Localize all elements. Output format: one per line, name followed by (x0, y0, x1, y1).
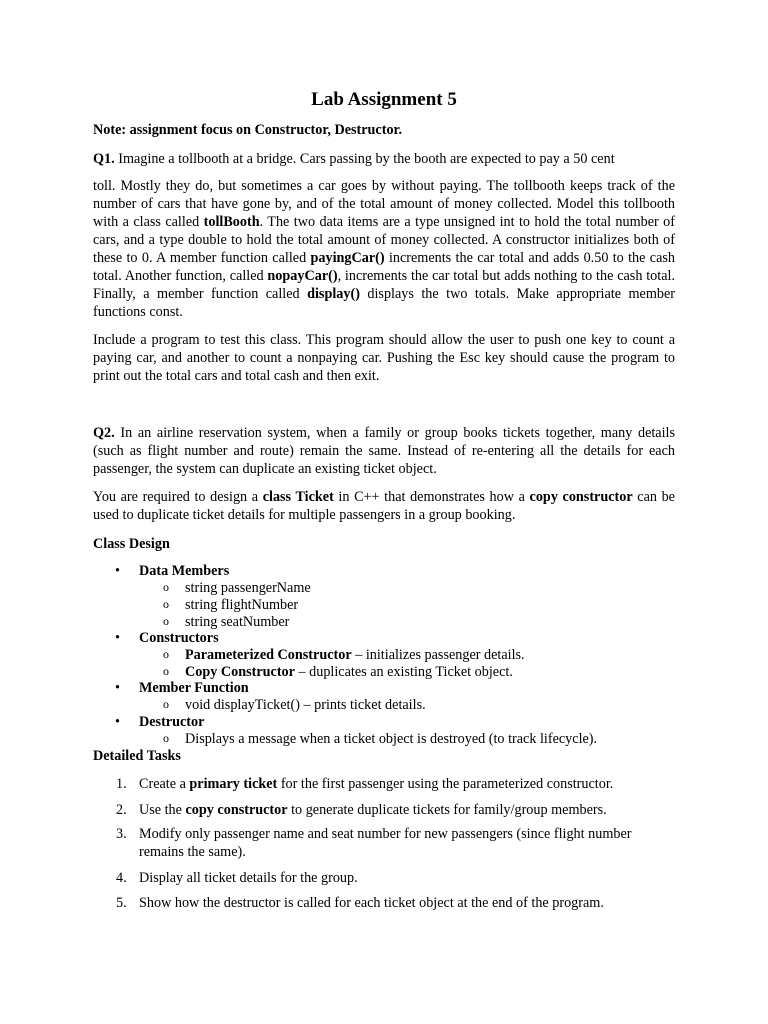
circle-bullet-icon: o (163, 697, 169, 711)
q2-req-copy: copy constructor (529, 489, 633, 505)
q2-req-e: can be used to duplicate ticket details for multiple passengers in a group booking. (93, 489, 675, 523)
task-text-a: Use the (139, 802, 186, 818)
circle-bullet-icon: o (163, 580, 169, 594)
task-text-c: to generate duplicate tickets for family/group members. (287, 802, 607, 818)
sub-item-text (185, 646, 525, 664)
class-design-text: Class Design (93, 536, 170, 552)
q2-req-a: You are required to design a (93, 489, 263, 505)
q2-label: Q2. (93, 425, 115, 441)
q2-intro (93, 424, 675, 478)
q1-classname: tollBooth (203, 214, 260, 230)
bullet-icon: • (115, 714, 120, 730)
q1-text-c: . The two data items are a type unsigned int to hold the total number of cars, and a type double to hold the total amount of money collected. A constructor initializes both of these to 0. A member function called (93, 214, 675, 266)
sub-item-bold: Copy Constructor (185, 664, 295, 680)
q2-intro-text: In an airline reservation system, when a family or group books tickets together, many details (such as flight number and route) remain the same. Instead of re-entering all the details for each passenger, the system can duplicate an existing ticket object. (93, 425, 676, 477)
bullet-icon: • (115, 680, 120, 696)
page-title: Lab Assignment 5 (311, 89, 457, 110)
sub-item-rest: – duplicates an existing Ticket object. (294, 664, 513, 680)
circle-bullet-icon: o (163, 664, 169, 678)
q1-label: Q1. (93, 151, 115, 167)
detailed-tasks-text: Detailed Tasks (93, 748, 181, 764)
bullet-label: Destructor (139, 714, 205, 730)
sub-item-text: string passengerName (185, 580, 311, 596)
circle-bullet-icon: o (163, 597, 169, 611)
circle-bullet-icon: o (163, 647, 169, 661)
q1-text-e: increments the car total and adds 0.50 to the cash total. Another function, called (93, 250, 675, 284)
task-text-bold: primary ticket (189, 776, 278, 792)
task-text: Modify only passenger name and seat number for new passengers (since flight number remains the same). (139, 826, 632, 860)
q1-nopaycar: nopayCar() (267, 268, 338, 284)
q2-requirement (93, 488, 675, 524)
bullet-label: Constructors (139, 630, 219, 646)
sub-item-text: Displays a message when a ticket object is destroyed (to track lifecycle). (185, 731, 598, 747)
task-number: 3. (116, 826, 127, 842)
sub-item-text: void displayTicket() – prints ticket details. (185, 697, 426, 713)
task-text (139, 801, 675, 819)
q1-paragraph-1 (93, 177, 675, 321)
q1-line1: Imagine a tollbooth at a bridge. Cars passing by the booth are expected to pay a 50 cent (118, 151, 615, 167)
task-text: Show how the destructor is called for each ticket object at the end of the program. (139, 895, 604, 911)
q1-paragraph-2: Include a program to test this class. This program should allow the user to push one key to count a paying car, and another to count a nonpaying car. Pushing the Esc key should cause the program to print out the total cars and total cash and then exit. (93, 332, 675, 384)
q1-text-g: , increments the car total but adds nothing to the cash total. Finally, a member function called (93, 268, 675, 302)
bullet-icon: • (115, 630, 120, 646)
bullet-icon: • (115, 563, 120, 579)
assignment-note (93, 121, 675, 139)
sub-item-bold: Parameterized Constructor (185, 647, 352, 663)
bullet-label: Member Function (139, 680, 249, 696)
q1-text-i: displays the two totals. Make appropriate member functions const. (93, 286, 675, 320)
q1-text-a: toll. Mostly they do, but sometimes a car goes by without paying. The tollbooth keeps track of the number of cars that have gone by, and of the total amount of money collected. Model this tollbooth with a class called (93, 178, 675, 230)
task-number: 5. (116, 895, 127, 911)
detailed-tasks-heading (93, 747, 675, 765)
sub-item-text: string flightNumber (185, 597, 299, 613)
task-text: Display all ticket details for the group. (139, 870, 358, 886)
q2-req-c: in C++ that demonstrates how a (333, 489, 530, 505)
task-number: 1. (116, 776, 127, 792)
class-design-heading (93, 535, 675, 553)
task-text-bold: copy constructor (185, 802, 288, 818)
note-text: Note: assignment focus on Constructor, Destructor. (93, 122, 403, 138)
q2-req-class: class Ticket (262, 489, 334, 505)
q1-payingcar: payingCar() (310, 250, 385, 266)
sub-item-text: string seatNumber (185, 614, 290, 630)
circle-bullet-icon: o (163, 731, 169, 745)
task-text (139, 775, 675, 793)
q1-display: display() (307, 286, 360, 302)
task-text-c: for the first passenger using the parameterized constructor. (277, 776, 614, 792)
bullet-label: Data Members (139, 563, 230, 579)
q1-first-line (93, 150, 675, 168)
circle-bullet-icon: o (163, 614, 169, 628)
task-text-a: Create a (139, 776, 190, 792)
sub-item-rest: – initializes passenger details. (351, 647, 525, 663)
task-number: 4. (116, 870, 127, 886)
task-number: 2. (116, 802, 127, 818)
